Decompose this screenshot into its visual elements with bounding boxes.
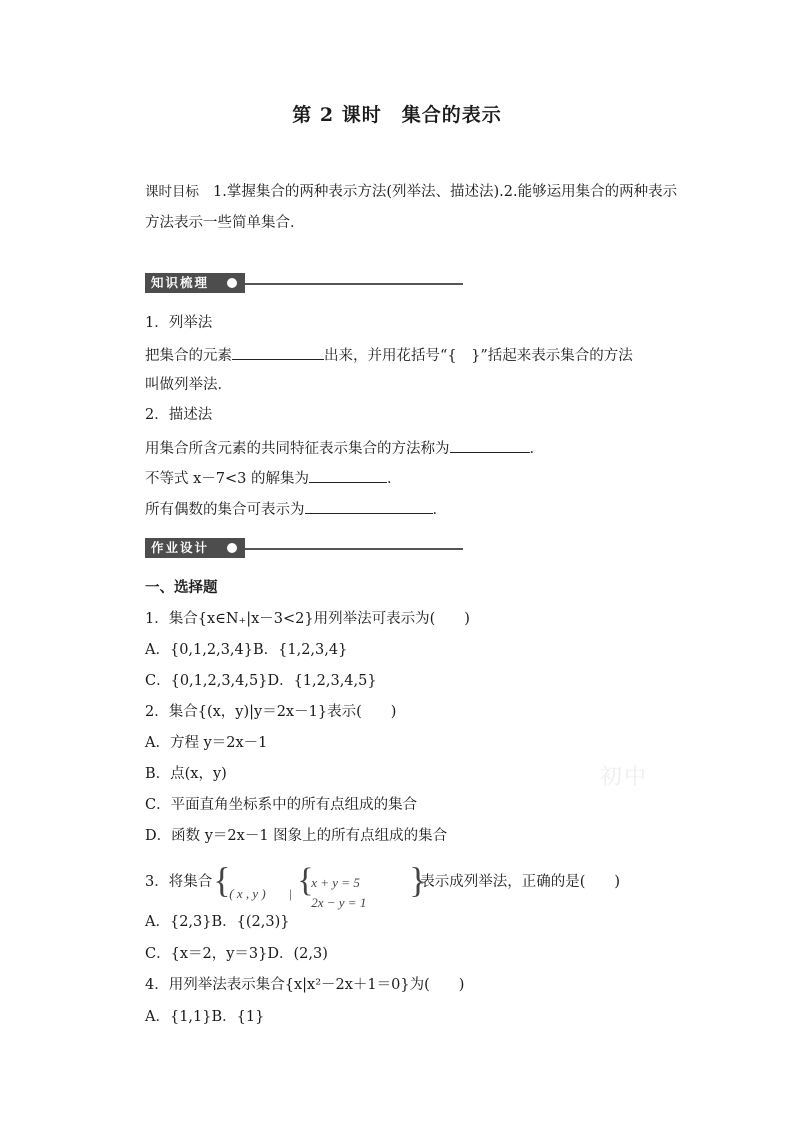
period: ．: [432, 502, 447, 518]
objective-label: 课时目标: [145, 184, 199, 200]
system-brace: {: [297, 862, 314, 899]
question-2-option-c: C．平面直角坐标系中的所有点组成的集合: [145, 797, 418, 813]
question-1-options-cd: C．{0,1,2,3,4,5}D．{1,2,3,4,5}: [145, 673, 377, 689]
question-1-options-ab: A．{0,1,2,3,4}B．{1,2,3,4}: [145, 642, 348, 658]
question-2-option-d: D．函数 y＝2x－1 图象上的所有点组成的集合: [145, 828, 448, 844]
section-header-label: 知识梳理: [145, 273, 245, 293]
set-pair: ( x , y ): [229, 886, 266, 901]
section-header-label: 作业设计: [145, 538, 245, 558]
item2-title: 2．描述法: [145, 407, 213, 423]
section-divider: [245, 548, 463, 550]
question-3-options-ab: A．{2,3}B．{(2,3)}: [145, 914, 290, 930]
part-title: 一、选择题: [145, 579, 218, 596]
fill-blank: [232, 344, 324, 360]
item2-line2-text: 不等式 x－7<3 的解集为: [145, 471, 309, 487]
item2-line2: [145, 467, 402, 489]
fill-blank: [309, 467, 387, 483]
item1-text: [145, 344, 633, 366]
bullet-dot-icon: [227, 543, 237, 553]
item2-line3: [145, 498, 447, 520]
item2-line3-text: 所有偶数的集合可表示为: [145, 502, 305, 518]
question-3-prefix: 3．将集合: [145, 874, 213, 890]
section-divider: [245, 283, 463, 285]
page-title: 第 2 课时 集合的表示: [292, 104, 502, 126]
period: ．: [529, 441, 544, 457]
question-4: 4．用列举法表示集合{x|x²－2x＋1＝0}为( ): [145, 977, 465, 993]
item2-line1: [145, 437, 544, 459]
objective-text: 1.掌握集合的两种表示方法(列举法、描述法).2.能够运用集合的两种表示方法表示一些简单集合．: [145, 184, 678, 231]
equation-1: x + y = 5: [311, 875, 360, 890]
item1-text-b: 出来，并用花括号“{ }”括起来表示集合的方法: [324, 348, 633, 364]
item1-text-c: 叫做列举法．: [145, 377, 232, 393]
set-equation-system: [213, 860, 427, 910]
watermark: 初中: [600, 765, 649, 790]
equation-2: 2x − y = 1: [311, 895, 367, 910]
question-1: 1．集合{x∈N₊|x－3<2}用列举法可表示为( ): [145, 611, 470, 627]
item1-text-a: 把集合的元素: [145, 348, 232, 364]
section-header-homework: [145, 538, 463, 558]
fill-blank: [305, 498, 433, 514]
set-bar: |: [289, 886, 292, 901]
item1-title: 1．列举法: [145, 315, 213, 331]
question-3-options-cd: C．{x＝2，y＝3}D．(2,3): [145, 946, 328, 962]
period: ．: [387, 471, 402, 487]
left-brace: {: [213, 860, 231, 900]
question-4-options-ab: A．{1,1}B．{1}: [145, 1009, 265, 1025]
question-3-suffix: 表示成列举法，正确的是( ): [420, 874, 621, 890]
question-2-option-a: A．方程 y＝2x－1: [145, 735, 268, 751]
lesson-objective: [145, 177, 685, 239]
question-2: 2．集合{(x，y)|y＝2x－1}表示( ): [145, 704, 397, 720]
bullet-dot-icon: [227, 278, 237, 288]
fill-blank: [450, 437, 530, 453]
question-3: [145, 860, 621, 910]
question-2-option-b: B．点(x，y): [145, 766, 227, 782]
section-header-knowledge: [145, 273, 463, 293]
right-brace: }: [409, 860, 427, 900]
item2-line1-text: 用集合所含元素的共同特征表示集合的方法称为: [145, 441, 450, 457]
